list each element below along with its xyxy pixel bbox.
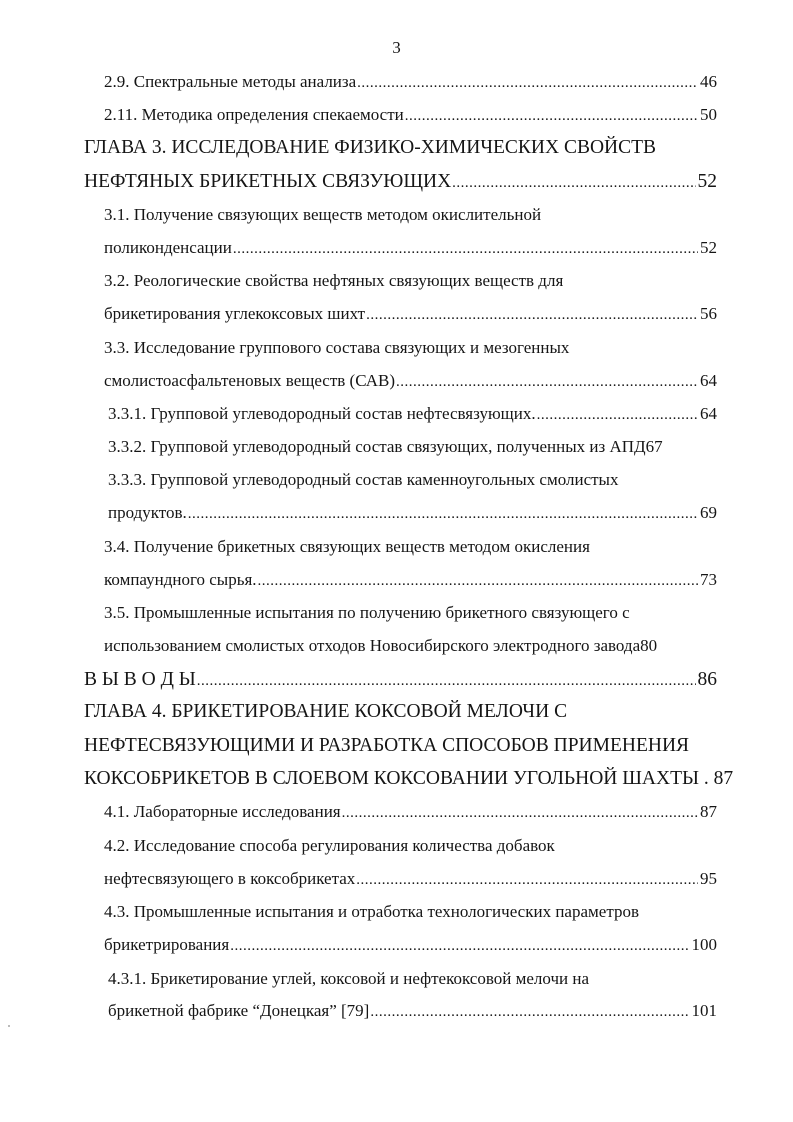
toc-entry [104,371,717,391]
toc-entry-title: 4.3. Промышленные испытания и отработка технологических параметров [104,902,639,921]
toc-page-number: 50 [700,105,717,124]
dot-leader [357,75,698,92]
toc-page-number: 86 [697,669,717,690]
toc-page-number: 64 [700,404,717,423]
dot-leader [356,872,698,889]
toc-entry-title: 4.3.1. Брикетирование углей, коксовой и нефтекоксовой мелочи на [108,969,589,988]
toc-entry [84,768,733,790]
toc-entry-title: продуктов. [108,503,187,522]
toc-entry-title: 3.3. Исследование группового состава связующих и мезогенных [104,338,570,357]
toc-entry-title: 3.2. Реологические свойства нефтяных связующих веществ для [104,271,564,290]
toc-entry-title: брикетрирования [104,935,230,954]
toc-page-number: 101 [691,1001,717,1020]
toc-entry [108,969,589,989]
toc-entry-title: КОКСОБРИКЕТОВ В СЛОЕВОМ КОКСОВАНИИ УГОЛЬНОЙ ШАХТЫ . 87 [84,768,734,789]
toc-entry [104,935,717,955]
toc-entry [104,869,717,889]
toc-entry [104,338,569,358]
dot-leader [405,108,698,125]
toc-entry [84,735,689,757]
toc-entry [104,105,717,125]
toc-entry [104,72,717,92]
toc-entry-title: поликонденсации [104,238,232,257]
toc-entry [104,570,717,590]
toc-entry-title: ГЛАВА 3. ИССЛЕДОВАНИЕ ФИЗИКО-ХИМИЧЕСКИХ СВОЙСТВ [84,137,657,158]
dot-leader [370,1004,689,1021]
dot-leader [366,307,698,324]
toc-entry [108,404,717,424]
toc-page-number: 69 [700,503,717,522]
toc-entry-title: 4.1. Лабораторные исследования [104,802,341,821]
toc-entry-title: ГЛАВА 4. БРИКЕТИРОВАНИЕ КОКСОВОЙ МЕЛОЧИ С [84,701,568,722]
toc-entry [84,137,656,159]
toc-page-number: 46 [700,72,717,91]
dot-leader [233,241,698,258]
toc-entry-title: брикетирования углекоксовых шихт [104,304,366,323]
toc-entry [104,238,717,258]
toc-entry [104,836,555,856]
toc-entry [108,470,618,490]
dot-leader [188,506,698,523]
toc-page-number: 73 [700,570,717,589]
toc-entry-title: 3.3.1. Групповой углеводородный состав нефтесвязующих. [108,404,536,423]
toc-entry [104,802,717,822]
toc-entry [104,304,717,324]
toc-entry [108,1001,717,1021]
toc-page-number: 52 [700,238,717,257]
toc-entry [104,537,590,557]
toc-entry-title: НЕФТЕСВЯЗУЮЩИМИ И РАЗРАБОТКА СПОСОБОВ ПРИМЕНЕНИЯ [84,735,690,756]
scan-mark [8,1025,10,1027]
toc-page-number: 52 [697,171,717,192]
dot-leader [258,573,698,590]
toc-entry [104,205,541,225]
toc-entry [108,437,663,457]
toc-page-number: 64 [700,371,717,390]
dot-leader [342,805,698,822]
toc-entry [104,902,639,922]
toc-entry-title: компаундного сырья. [104,570,257,589]
toc-entry-title: 2.9. Спектральные методы анализа [104,72,357,91]
toc-entry [84,171,717,193]
toc-entry-title: 4.2. Исследование способа регулирования количества добавок [104,836,555,855]
toc-page-number: 56 [700,304,717,323]
toc-entry-title: нефтесвязующего в коксобрикетах [104,869,356,888]
toc-entry-title: брикетной фабрике “Донецкая” [79] [108,1001,370,1020]
toc-entry [84,701,567,723]
toc-entry-title: использованием смолистых отходов Новосибирского электродного завода80 [104,636,658,655]
toc-entry-title: 2.11. Методика определения спекаемости [104,105,404,124]
toc-entry [104,271,563,291]
toc-page-number: 95 [700,869,717,888]
dot-leader [537,407,698,424]
dot-leader [230,938,689,955]
toc-entry [104,603,630,623]
toc-entry [104,636,657,656]
toc-entry-title: 3.1. Получение связующих веществ методом окислительной [104,205,542,224]
toc-page-number: 87 [700,802,717,821]
toc-entry-title: 3.4. Получение брикетных связующих веществ методом окисления [104,537,590,556]
dot-leader [197,673,696,690]
toc-page-number: 100 [691,935,717,954]
dot-leader [452,175,695,192]
toc-entry [84,669,717,691]
toc-entry-title: В Ы В О Д Ы [84,669,196,690]
toc-entry-title: 3.3.3. Групповой углеводородный состав каменноугольных смолистых [108,470,619,489]
toc-entry-title: смолистоасфальтеновых веществ (САВ) [104,371,395,390]
page-number: 3 [392,38,401,57]
toc-entry-title: 3.3.2. Групповой углеводородный состав связующих, полученных из АПД67 [108,437,663,456]
dot-leader [396,374,698,391]
toc-entry-title: НЕФТЯНЫХ БРИКЕТНЫХ СВЯЗУЮЩИХ [84,171,452,192]
toc-entry [108,503,717,523]
toc-entry-title: 3.5. Промышленные испытания по получению брикетного связующего с [104,603,630,622]
